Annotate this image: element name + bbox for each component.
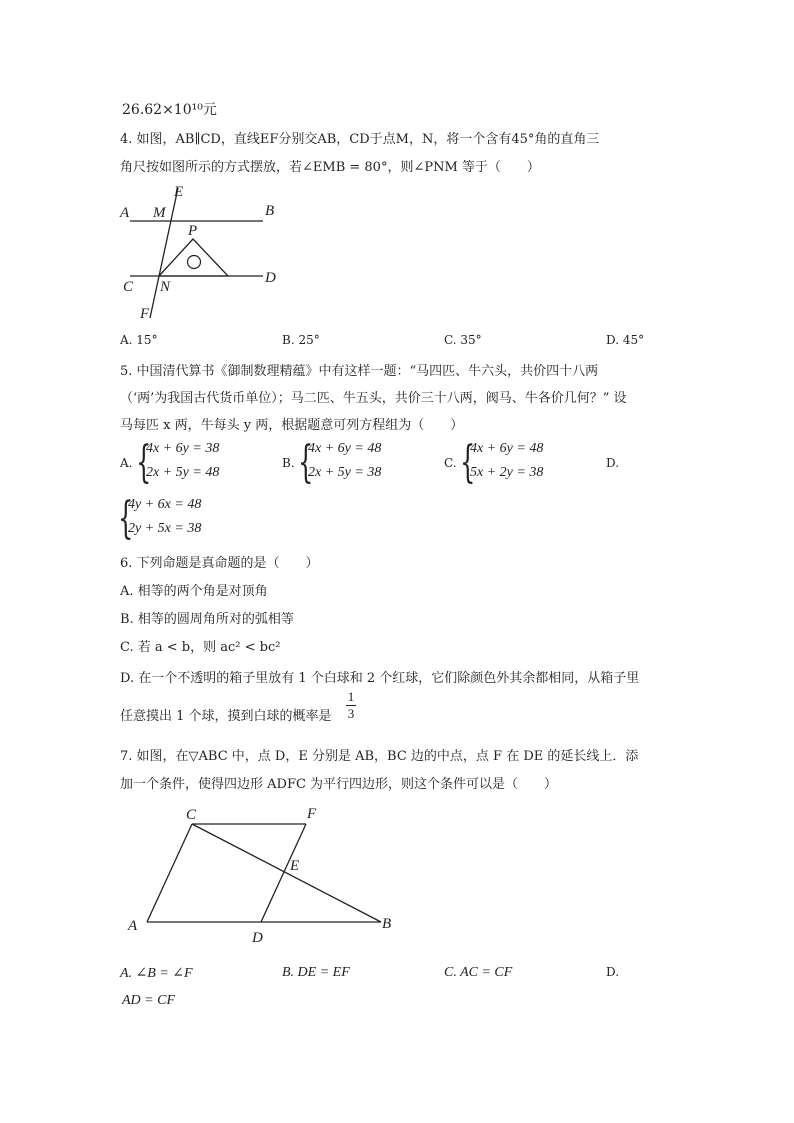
q5-stem-line1: 5. 中国清代算书《御制数理精蕴》中有这样一题：“马四匹、牛六头，共价四十八两 xyxy=(120,364,599,379)
fraction-denominator: 3 xyxy=(347,706,355,721)
q5-option-b-system xyxy=(298,439,408,491)
q5-a-eq2: 2x + 5y = 48 xyxy=(146,465,220,480)
label-b: B xyxy=(265,203,275,219)
label-f: F xyxy=(307,806,317,822)
label-c: C xyxy=(123,279,134,295)
q6-option-c: C. 若 a < b，则 ac² < bc² xyxy=(120,640,281,655)
q4-option-c: C. 35° xyxy=(444,333,482,347)
label-f: F xyxy=(140,306,150,322)
q5-option-a-label: A. xyxy=(120,456,133,470)
label-a: A xyxy=(120,205,130,221)
q5-d-eq2: 2y + 5x = 38 xyxy=(128,521,202,536)
label-c: C xyxy=(186,807,197,823)
q7-stem-line1: 7. 如图，在▽ABC 中，点 D，E 分别是 AB，BC 边的中点，点 F 在 DE 的延长线上．添 xyxy=(120,749,639,764)
q5-c-eq1: 4x + 6y = 48 xyxy=(470,441,544,456)
q7-option-a: A. ∠B = ∠F xyxy=(120,966,193,981)
segment-ca xyxy=(147,824,192,922)
label-p: P xyxy=(188,223,198,239)
q5-b-eq1: 4x + 6y = 48 xyxy=(308,441,382,456)
q5-stem-line2: （‘两’为我国古代货币单位）；马二匹、牛五头，共价三十八两，阀马、牛各价几何？” 设 xyxy=(120,391,627,406)
q4-option-b: B. 25° xyxy=(282,333,320,347)
q7-stem-line2: 加一个条件，使得四边形 ADFC 为平行四边形，则这个条件可以是（ ） xyxy=(120,777,558,792)
q5-stem-line3: 马每匹 x 两，牛每头 y 两，根据题意可列方程组为（ ） xyxy=(120,418,464,433)
q7-figure xyxy=(124,802,404,948)
triangle-ruler xyxy=(159,239,228,276)
q5-option-c-system xyxy=(460,439,570,491)
q5-option-d-label: D. xyxy=(606,456,620,470)
q5-option-a-system xyxy=(136,439,246,491)
label-a: A xyxy=(128,918,138,934)
brace-symbol: { xyxy=(460,437,476,488)
label-b: B xyxy=(382,916,392,932)
q5-c-eq2: 5x + 2y = 38 xyxy=(470,465,544,480)
segment-cb xyxy=(192,824,381,922)
brace-symbol: { xyxy=(118,493,134,544)
label-n: N xyxy=(160,279,171,295)
q7-option-d: AD = CF xyxy=(122,993,175,1008)
q7-option-b: B. DE = EF xyxy=(282,965,350,980)
q7-option-c: C. AC = CF xyxy=(444,965,513,980)
label-d: D xyxy=(265,270,276,286)
triangle-hole xyxy=(188,256,201,269)
brace-symbol: { xyxy=(298,437,314,488)
brace-symbol: { xyxy=(136,437,152,488)
q7-option-d-label: D. xyxy=(606,965,620,979)
q5-option-d-system xyxy=(118,495,228,547)
label-e: E xyxy=(174,184,184,200)
q6-option-a: A. 相等的两个角是对顶角 xyxy=(120,584,268,599)
fraction-numerator: 1 xyxy=(347,689,355,704)
previous-answer-line: 26.62×10¹⁰元 xyxy=(122,102,217,118)
label-d: D xyxy=(252,930,263,946)
q4-option-d: D. 45° xyxy=(606,333,645,347)
q5-a-eq1: 4x + 6y = 38 xyxy=(146,441,220,456)
q6-option-b: B. 相等的圆周角所对的弧相等 xyxy=(120,612,294,627)
q5-option-c-label: C. xyxy=(444,456,457,470)
q4-figure xyxy=(118,182,288,322)
probability-fraction xyxy=(346,690,356,721)
q5-option-b-label: B. xyxy=(282,456,295,470)
label-e: E xyxy=(290,858,300,874)
q4-stem-line1: 4. 如图，AB∥CD，直线EF分别交AB，CD于点M，N，将一个含有45°角的直角三 xyxy=(120,132,600,147)
q6-stem: 6. 下列命题是真命题的是（ ） xyxy=(120,556,319,571)
q5-b-eq2: 2x + 5y = 38 xyxy=(308,465,382,480)
q6-option-d-line2: 任意摸出 1 个球，摸到白球的概率是 xyxy=(120,709,332,724)
q4-stem-line2: 角尺按如图所示的方式摆放，若∠EMB = 80°，则∠PNM 等于（ ） xyxy=(120,160,540,175)
q4-option-a: A. 15° xyxy=(120,333,158,347)
segment-fd xyxy=(261,824,306,922)
label-m: M xyxy=(153,205,166,221)
q6-option-d-line1: D. 在一个不透明的箱子里放有 1 个白球和 2 个红球，它们除颜色外其余都相同，从箱子里 xyxy=(120,671,640,686)
q5-d-eq1: 4y + 6x = 48 xyxy=(128,497,202,512)
